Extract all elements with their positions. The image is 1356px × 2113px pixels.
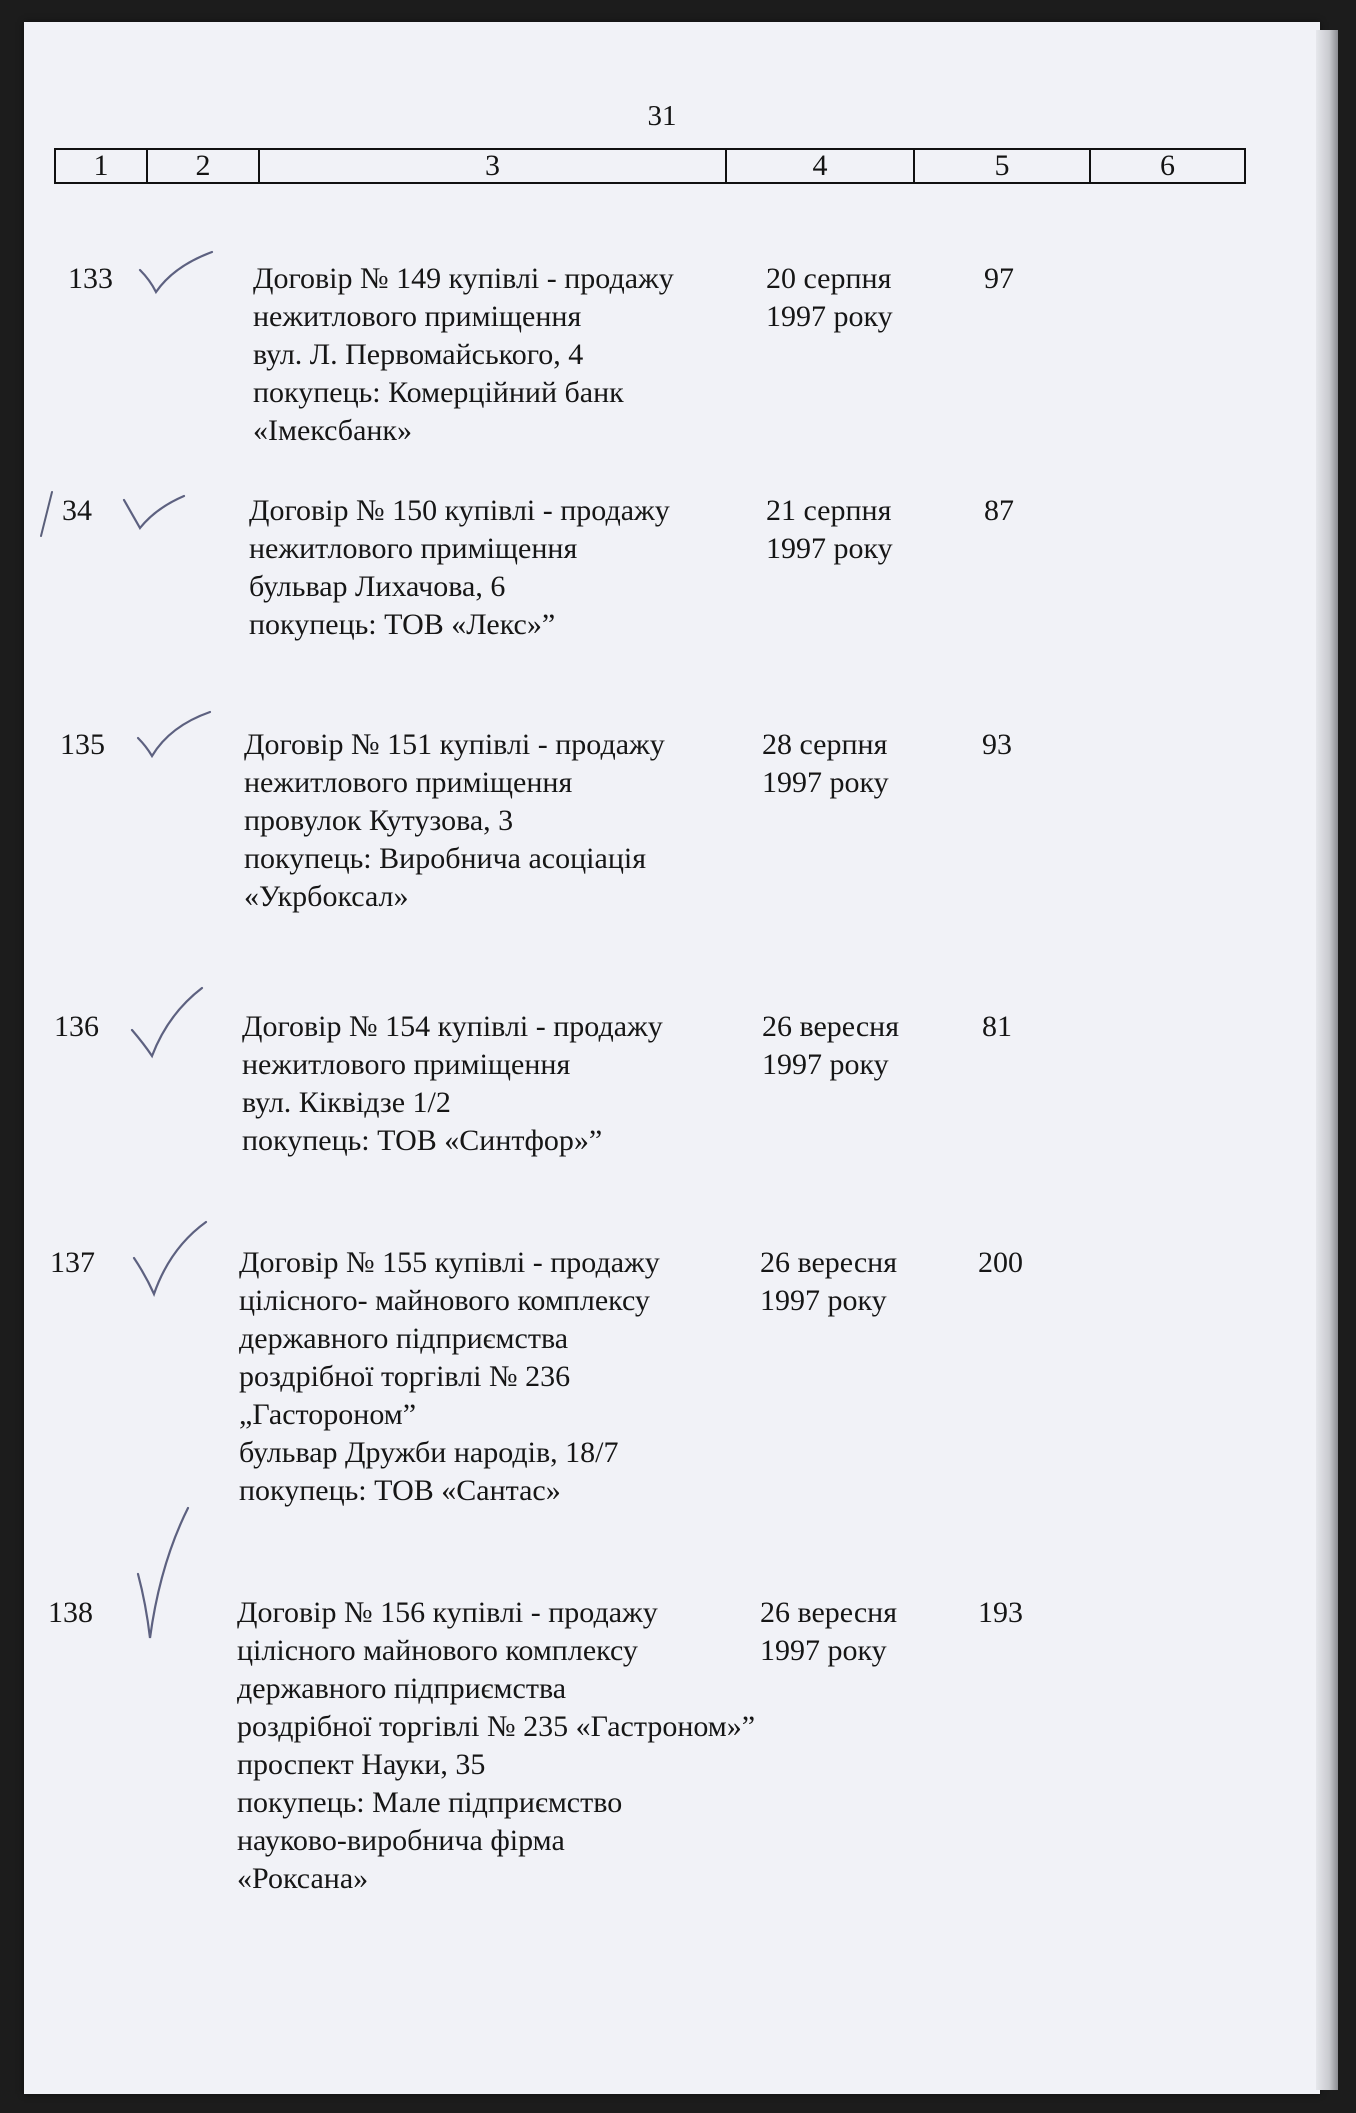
record-date: 28 серпня 1997 року [762,728,889,799]
record-number: 135 [60,728,105,761]
record-date: 21 серпня 1997 року [766,494,893,565]
record-pages: 97 [984,262,1014,295]
document-page [24,22,1320,2094]
page-number: 31 [647,100,677,132]
record-pages: 87 [984,494,1014,527]
margin-slash-mark [36,488,56,545]
record-date: 26 вересня 1997 року [760,1246,898,1317]
column-header-4: 4 [727,150,915,182]
record-date: 26 вересня 1997 року [760,1596,898,1667]
column-header-1: 1 [56,150,148,182]
record-description: Договір № 155 купівлі - продажу цілісного- майнового комплексу державного підприємства роздрібної торгівлі № 236 „Гастороном” бульвар Дружби народів, 18/7 покупець: ТОВ «Сантас» [239,1246,660,1507]
record-pages: 93 [982,728,1012,761]
record-description: Договір № 154 купівлі - продажу нежитлового приміщення вул. Кіквідзе 1/2 покупець: ТОВ «Синтфор»” [242,1010,663,1157]
paper-stack-edge [1316,30,1338,2090]
handwritten-check-icon [136,248,216,308]
column-header-2: 2 [148,150,260,182]
column-header-5: 5 [915,150,1091,182]
record-description: Договір № 151 купівлі - продажу нежитлового приміщення провулок Кутузова, 3 покупець: Виробнича асоціація «Укрбоксал» [244,728,665,913]
record-description: Договір № 156 купівлі - продажу цілісного майнового комплексу державного підприємства роздрібної торгівлі № 235 «Гастроном»” проспект Науки, 35 покупець: Мале підприємство науково-виробнича фірма «Роксана» [237,1596,756,1895]
column-header-row [54,148,1246,184]
record-date: 26 вересня 1997 року [762,1010,900,1081]
record-pages: 81 [982,1010,1012,1043]
column-header-3: 3 [260,150,727,182]
record-pages: 193 [978,1596,1023,1629]
record-number: 138 [48,1596,93,1629]
record-number: 136 [54,1010,99,1043]
record-number: 34 [62,494,92,527]
handwritten-check-icon [134,1504,194,1654]
record-description: Договір № 150 купівлі - продажу нежитлового приміщення бульвар Лихачова, 6 покупець: ТОВ «Лекс»” [249,494,670,641]
record-pages: 200 [978,1246,1023,1279]
record-number: 133 [68,262,113,295]
handwritten-check-icon [120,488,190,546]
record-date: 20 серпня 1997 року [766,262,893,333]
handwritten-check-icon [128,984,208,1070]
record-description: Договір № 149 купівлі - продажу нежитлового приміщення вул. Л. Первомайського, 4 покупець: Комерційний банк «Імексбанк» [253,262,674,447]
record-number: 137 [50,1246,95,1279]
handwritten-check-icon [130,1218,210,1308]
column-header-6: 6 [1160,149,1175,182]
handwritten-check-icon [134,706,214,770]
